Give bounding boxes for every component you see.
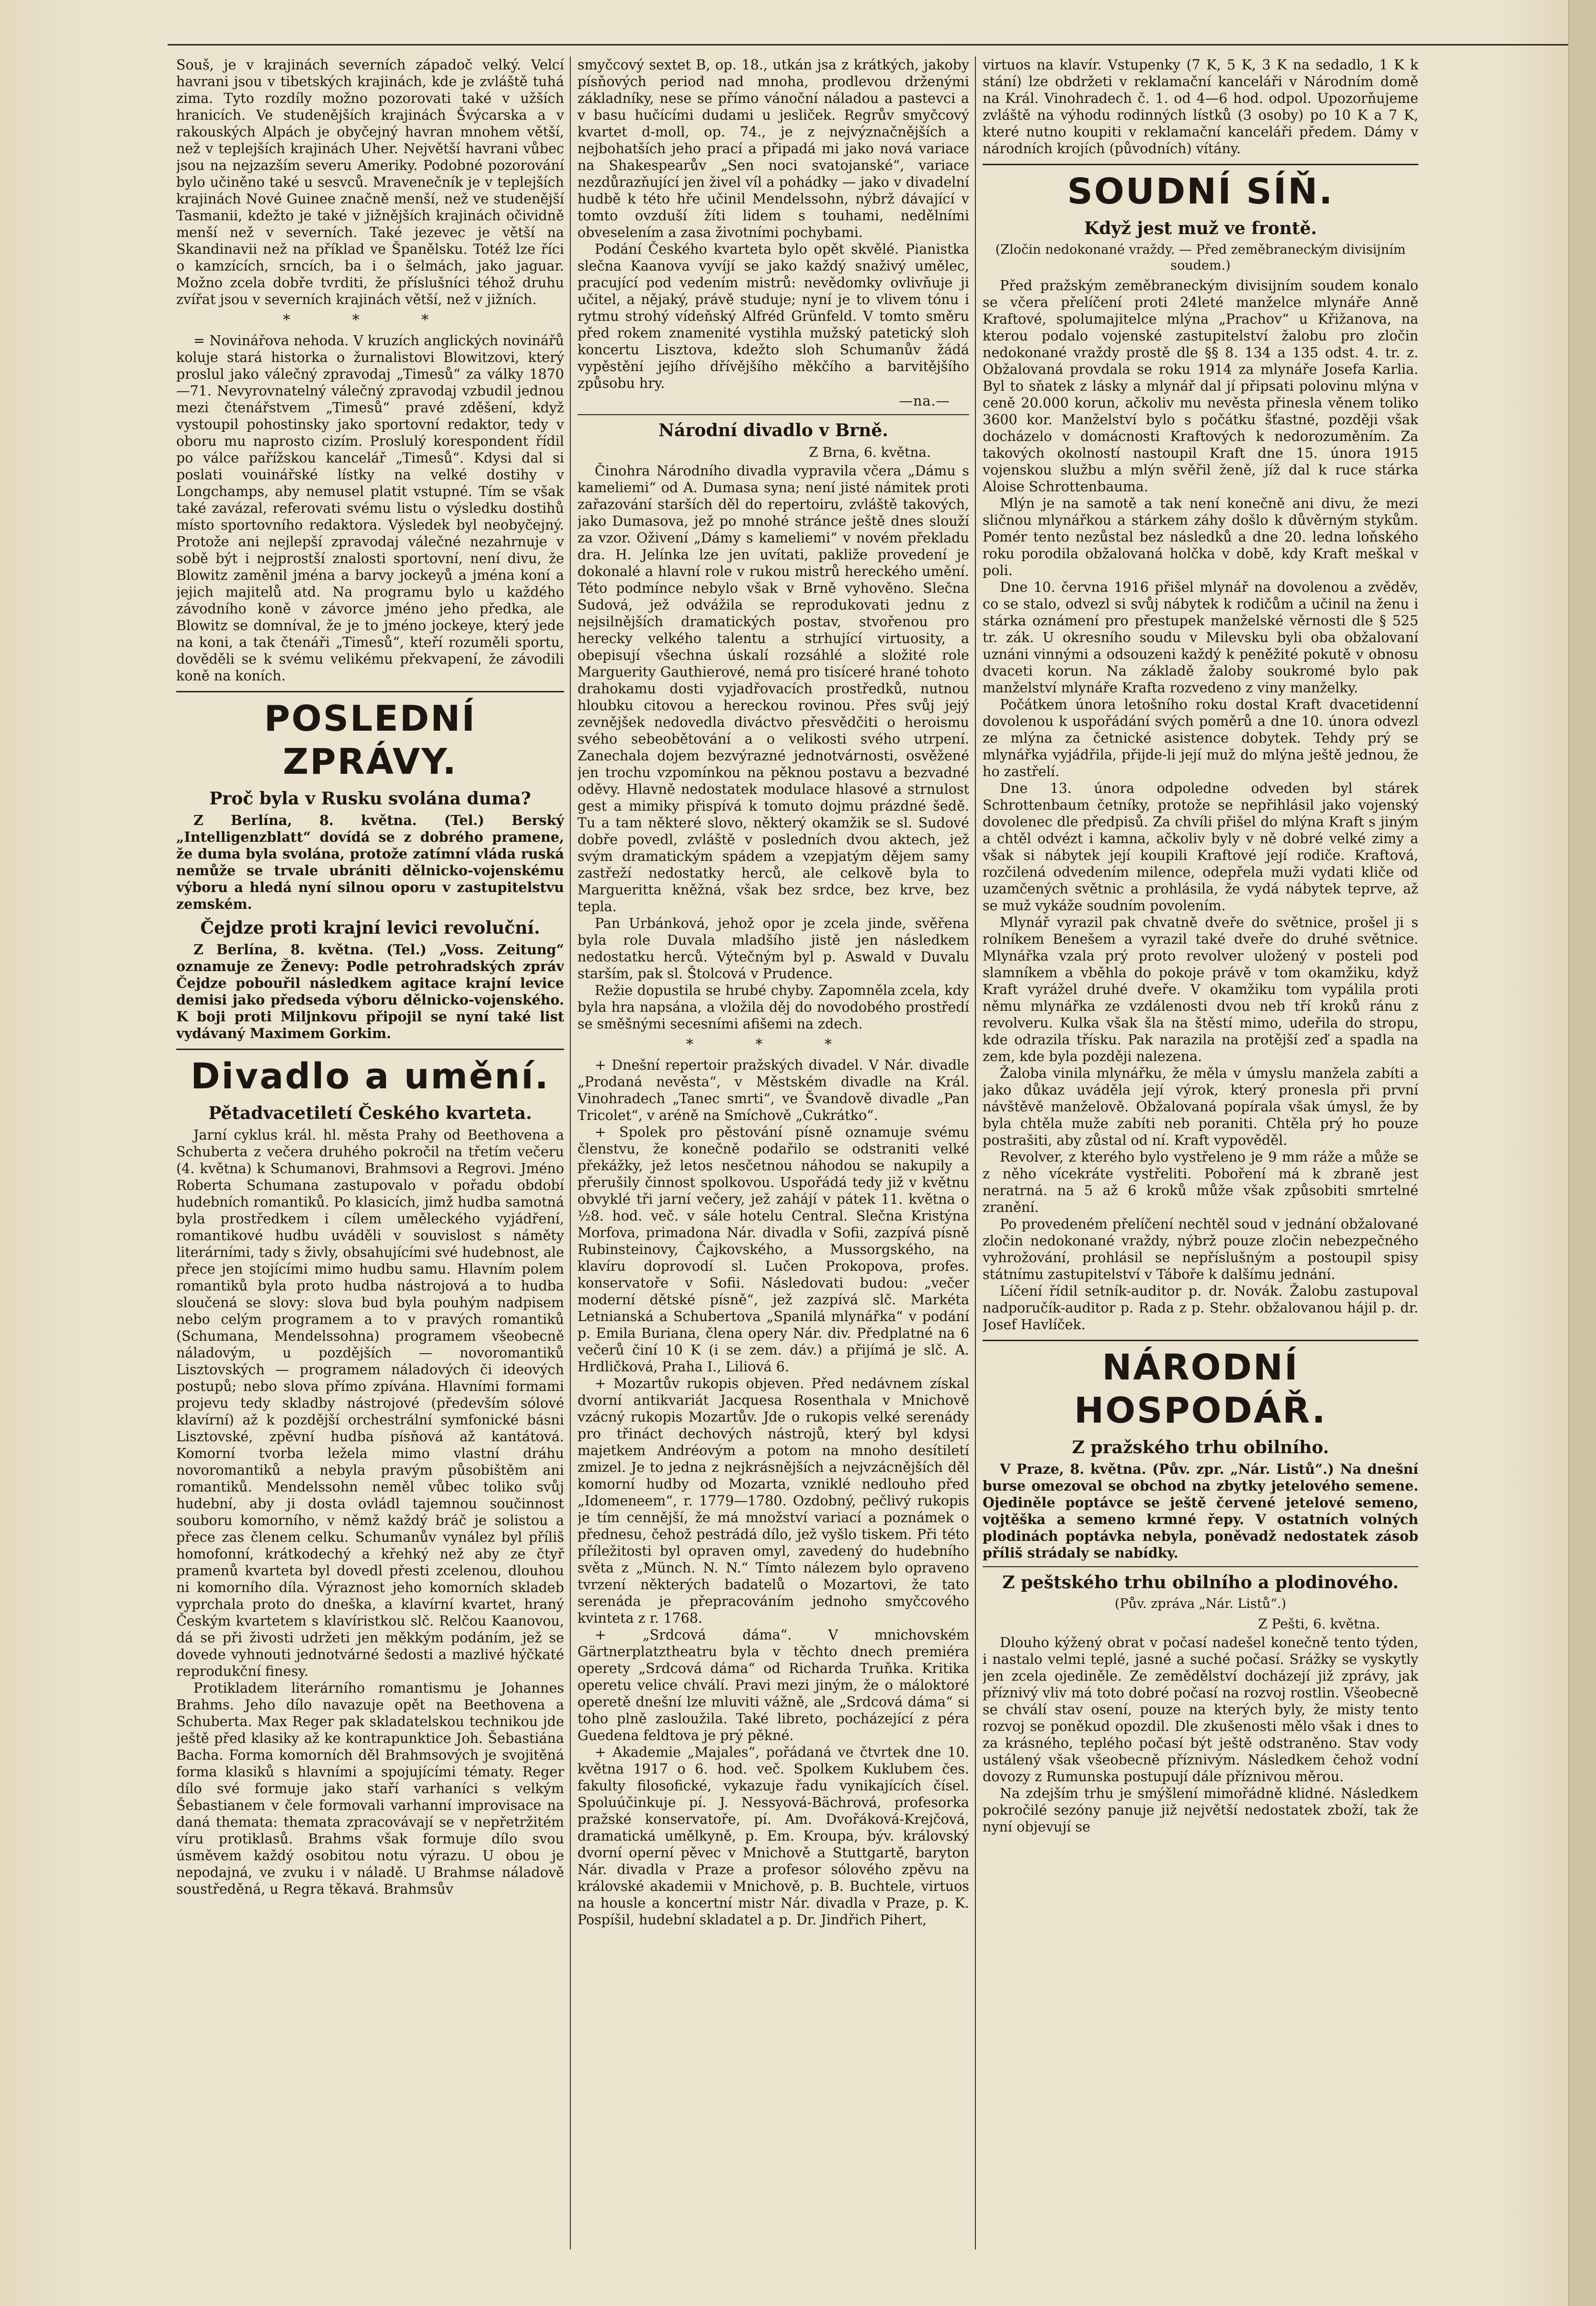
top-rule	[168, 44, 1577, 45]
article-srdcova-dama: + „Srdcová dáma“. V mnichovském Gärtnerplatztheatru byla v těchto dnech premiéra operety „Srdcová dáma“ od Richarda Truňka. Kritika operetu velice chválí. Pravi mezi jiným, že o máloktoré operetě dnešní lze mluviti vážně, ale „Srdcová dáma“ si toho plně zasloužila. Také libreto, pocházející z péra Guedena feldtova je prý pěkné.	[577, 1627, 969, 1743]
article-text: V Praze, 8. května. (Pův. zpr. „Nár. Listů“.) Na dnešní burse omezoval se obchod na zbytky jetelového semene. Ojediněle poptávce se ještě červené jetelové semeno, vojtěška a semeno krmné řepy. V ostatních volných plodinách poptávka nebyla, poněvadž nedostatek zásob příliš strádaly se nabídky.	[983, 1461, 1418, 1561]
article-duma: Z Berlína, 8. května. (Tel.) Berský „Intelligenzblatt“ dovídá se z dobrého pramene, že duma byla svolána, protože zatímní vláda ruská nemůže se trvale ubrániti dělnicko-vojenskému výboru a hledá nyní silnou oporu v zastupitelstvu zemském.	[176, 812, 564, 912]
signature: —na.—	[899, 393, 950, 409]
article-text: Mlýn je na samotě a tak není konečně ani divu, že mezi sličnou mlynářkou a stárkem záhy došlo k důvěrným stykům. Pomér tento nezůstal bez následků a dne 20. ledna loňského roku porodila obžalovaná holčka v době, kdy Kraft meškal v poli.	[983, 496, 1418, 578]
column-divider	[975, 57, 976, 2249]
column-2	[577, 57, 969, 2283]
article-text: Souš, je v krajinách severních západoč velký. Velcí havrani jsou v tibetských krajinách, kde je zvláště tuhá zima. Tyto rozdíly možno pozorovati také v užších hranicích. Ve studenějších krajinách Švýcarska a v rakouských Alpách je obyčejný havran mnohem větší, než v teplejších krajinách Uher. Největší havrani vůbec jsou na nejzazším severu Ameriky. Podobné pozorování bylo učiněno také u sesvců. Mravenečník je v teplejších krajinách Nové Guinee značně menší, než ve studenější Tasmanii, kdežto je také v jižnějších krajinách očividně menší než v severních. Také jezevec je větší na Skandinavii než na příklad ve Španělsku. Totéž lze říci o kamzících, srncích, ba i o šelmách, jako jaguar. Možno zcela dobře tvrditi, že příslušníci téhož druhu zvířat jsou v severních krajinách větší, než v jižních.	[176, 57, 564, 307]
divider	[983, 1566, 1418, 1567]
article-text: Líčení řídil setník-auditor p. dr. Novák. Žalobu zastupoval nadporučík-auditor p. Rada z p. Stehr. obžalovanou hájil p. dr. Josef Havlíček.	[983, 1283, 1418, 1333]
subheadline: (Zločin nedokonané vraždy. — Před zeměbraneckým divisijním soudem.)	[995, 242, 1406, 273]
section-heading-narodni-hospodar: NÁRODNÍ HOSPODÁŘ.	[983, 1340, 1418, 1432]
article-kvartet: Jarní cyklus král. hl. města Prahy od Beethovena a Schuberta z večera druhého pokročil na třetím večeru (4. května) k Schumanovi, Brahmsovi a Regrovi. Jméno Roberta Schumana zastupovalo v pořadu období hudebních romantiků. Po klasicích, jimž hudba samotná byla prostředkem i cílem uměleckého vyjádření, romantikové hudbu uváděli v souvislost s náměty literárními, tady s živly, obsahujícími své hudebnost, ale přece jen stojícími mimo hudbu samu. Hlavním polem romantiků byla proto hudba nástrojová a to hudba sloučená se slovy: slova bud byla pouhým nadpisem nebo celým programem a to v pravých romantiků (Schumana, Mendelssohna) programem všeobecně náladovým, u pozdějších — novoromantiků Lisztovských — programem náladových či ideových postupů; nebo slova přímo zpívána. Hlavními formami projevu tedy skladby nástrojové (především sólové klavírní) až k pozdější orchestrální symfonické básni Lisztovské, zpěvní hudba písňová až kantátová. Komorní tvorba ležela mimo vlastní dráhu novoromantiků a nebyla pravým působištěm ani romantiků. Mendelssohn neměl vůbec toliko svůj hudební, aby ji dosta ovládl tajemnou součinnost souboru komorního, v němž každý bráč je solistou a přece zas členem celku. Schumanův vynález byl příliš homofonní, krátkodechý a křehký než aby ze čtyř pramenů kvarteta byl dovedl přesti zcelenou, dlouhou ni komorního díla. Výraznost jeho komorních skladeb vyprchala proto do dneška, a klavírní kvartet, hraný Českým kvartetem s klavíristkou slč. Relčou Kaanovou, dá se při živosti udržeti jen měkkým podáním, jež se dovede vyhnouti jednotvárné šedosti a mazlivé hýčkaté reprodukční finesy.	[176, 1127, 564, 1679]
article-text: Po provedeném přelíčení nechtěl soud v jednání obžalované zločin nedokonané vraždy, nýbrž pouze zločin nebezpečného vyhrožování, prohlásil se nepříslušným a postoupil spisy státnímu zastupitelství v Táboře k dalšímu jednání.	[983, 1216, 1418, 1282]
dateline: Z Brna, 6. května.	[809, 444, 931, 460]
article-text: Počátkem února letošního roku dostal Kraft dvacetidenní dovolenou k uspořádání svých poměrů a dne 10. února odvezl ze mlýna za četnické asistence dobytek. Tehdy prý se mlynářka vyjádřila, přijde-li její muž do mlýna ještě jednou, že ho zastřelí.	[983, 697, 1418, 780]
headline-duma: Proč byla v Rusku svolána duma?	[209, 789, 531, 809]
article-repertoir: + Dnešní repertoir pražských divadel. V Nár. divadle „Prodaná nevěsta“, v Městském divadle na Král. Vinohradech „Tanec smrti“, ve Švandově divadle „Pan Tricolet“, v aréně na Smíchově „Cukrátko“.	[577, 1057, 969, 1123]
headline-narodni-divadlo-brno: Národní divadlo v Brně.	[658, 420, 888, 441]
dateline: Z Pešti, 6. května.	[1258, 1616, 1380, 1632]
article-majales: + Akademie „Majales“, pořádaná ve čtvrtek dne 10. května 1917 o 6. hod. več. Spolkem Kuklubem čes. fakulty filosofické, vykazuje řadu vynikajících čísel. Spoluúčinkuje pí. J. Nessyová-Bächrová, profesorka pražské konservatoře, pí. Am. Dvořáková-Krejčová, dramatická umělkyně, p. Em. Kroupa, býv. královský dvorní operní pěvec v Mnichově a Stuttgartě, baryton Nár. divadla v Praze a profesor sólového zpěvu na královské akademii v Mnichově, p. B. Buchtele, virtuos na housle a koncertní mistr Nár. divadla v Praze, p. K. Pospíšil, hudební skladatel a p. Dr. Jindřich Pihert,	[577, 1744, 969, 1928]
column-3	[983, 57, 1418, 2283]
article-text: Na zdejším trhu je smýšlení mimořádně klidné. Následkem pokročilé sezóny panuje již největší nedostatek zboží, tak že nyní objevují se	[983, 1786, 1418, 1835]
section-heading-divadlo: Divadlo a umění.	[176, 1049, 564, 1098]
article-kvartet-2: Protikladem literárního romantismu je Johannes Brahms. Jeho dílo navazuje opět na Beethovena a Schuberta. Max Reger pak skladatelskou technikou jde ještě před klasiky až ke kontrapunktice Joh. Šebastiána Bacha. Forma komorních děl Brahmsových je svojitěná forma klasiků s hlavními a spojujícími tématy. Reger dílo své formuje jako staří varhaníci s velkým Šebastianem v čele formovali varhanní improvisace na daná themata: themata zpracovávají se v nepřetržitém víru protiklasů. Brahms však formuje dílo svou úsměvem každý osobitou notu výrazu. U obou je nepodajná, ve zvuku i v náladě. U Brahmse náladově soustředěná, u Regra těkavá. Brahmsův	[176, 1680, 564, 1897]
article-spolek: + Spolek pro pěstování písně oznamuje svému členstvu, že konečně podařilo se odstraniti velké překážky, jež letos nesčetnou náhodou se nakupily a přerušily činnost spolkovou. Uspořádá tedy již v květnu obvyklé tři jarní večery, jež zahájí v pátek 11. května o ½8. hod. več. v sále hotelu Central. Slečna Kristýna Morfova, primadona Nár. divadla v Sofii, zazpívá písně Rubinsteinovy, Čajkovského, a Mussorgského, na klavíru doprovodí sl. Lučen Prokopova, profes. konservatoře v Sofii. Následovati budou: „večer moderní dětské písně“, jež zazpívá slč. Markéta Letnianská a Schubertova „Spanilá mlynářka“ v podání p. Emila Buriana, člena opery Nár. div. Předplatné na 6 večerů činí 10 K (i se zem. dáv.) a přijímá je slč. A. Hrdličková, Praha I., Liliová 6.	[577, 1124, 969, 1375]
section-stars: * * *	[686, 1036, 861, 1053]
article-text: Dlouho kýžený obrat v počasí nadešel konečně tento týden, i nastalo velmi teplé, jasné a suché počasí. Srážky se vyskytly jen zcela ojediněle. Ze zemědělství docházejí již zprávy, jak příznivý vliv má toto dobré počasí na rozvoj rostlin. Všeobecně se chválí stav osení, pouze na kterých byly, že misty tento rozvoj se poněkud opozdil. Dle zkušenosti mělo však i dnes to za krásného, teplého počasí být ještě odstraněno. Stav vody ustálený však všeobecně příznivým. Následkem čehož vodní dovozy z Rumunska postupují dále příznivou měrou.	[983, 1635, 1418, 1785]
article-cejdze: Z Berlína, 8. května. (Tel.) „Voss. Zeitung“ oznamuje ze Ženevy: Podle petrohradských zpráv Čejdze pobouřil následkem agitace krajní levice demisi jako předseda výboru dělnicko-vojenského. K boji proti Miljnkovu připojil se nyní také list vydávaný Maximem Gorkim.	[176, 941, 564, 1041]
article-mozart: + Mozartův rukopis objeven. Před nedávnem získal dvorní antikvariát Jacquesa Rosenthala v Mnichově vzácný rukopis Mozartův. Jde o rukopis velké serenády pro třináct dechových nástrojů, který byl kdysi majetkem Andréovým a potom na mnoho desítiletí zmizel. Je to jedna z nejkrásnějších a nejvzácnějších děl komorní hudby od Mozarta, vzniklé nedlouho před „Idomeneem“, r. 1779—1780. Ozdobný, pečlivý rukopis je tím cennější, že má množství variací a poznámek o přednesu, čehož pestrádá dílo, jež vyšlo tiskem. Při této příležitosti byl opraven omyl, zavedený do hudebního světa z „Münch. N. N.“ Tímto nálezem bylo opraveno tvrzení některých badatelů o Mozartovi, že tato serenáda je přepracováním jednoho smyčcového kvinteta z r. 1768.	[577, 1376, 969, 1626]
article-text: Dne 10. června 1916 přišel mlynář na dovolenou a zvěděv, co se stalo, odvezl si svůj nábytek k rodičům a učinil na ženu i stárka oznámení pro přestupek manželské věrnosti dle § 525 tr. zák. U okresního soudu v Milevsku byli oba obžalovaní uznáni vinnými a odsouzeni každý k peněžité pokutě v obnosu dvaceti korun. Na základě žaloby soukromé bylo pak manželství mlynáře Krafta rozvedeno z viny manželky.	[983, 579, 1418, 696]
article-text: Pan Urbánková, jehož opor je zcela jinde, svěřena byla role Duvala mladšího jistě jen následkem nedostatku herců. Výtečným byl p. Aswald v Duvalu starším, pak sl. Štolcová v Prudence.	[577, 916, 969, 982]
headline-cejdze: Čejdze proti krajní levici revoluční.	[200, 918, 540, 938]
headline-muz-ve-fronte: Když jest muž ve frontě.	[1084, 218, 1317, 238]
article-text: Dne 13. února odpoledne odveden byl stárek Schrottenbaum četníky, protože se nepřihlásil jako vojenský dovolenec dle předpisů. Za chvíli přišel do mlýna Kraft s jiným a chtěl odvézt i kamna, ačkoliv byly v ně dobré velké zimy a však si nábytek její koupili Kraftové její rodiče. Kraftová, rozčilená odvedením milence, odepřela muži vydati kliče od uzamčených světnic a prohlásila, že vydá nábytek teprve, až se muž vykáže soudním povolením.	[983, 780, 1418, 914]
section-heading-soudni-sin: SOUDNÍ SÍŇ.	[983, 164, 1418, 213]
section-stars: * * *	[283, 312, 458, 328]
article-text: virtuos na klavír. Vstupenky (7 K, 5 K, 3 K na sedadlo, 1 K k stání) lze obdržeti v reklamační kanceláři v Národním domě na Král. Vinohradech č. 1. od 4—6 hod. odpol. Upozorňujeme zvláště na výhodu rodinných lístků (3 osoby) po 10 K a 7 K, které nutno koupiti v reklamační kanceláři předem. Dámy v národních krojích (původních) vítány.	[983, 57, 1418, 157]
page-edge	[1568, 0, 1596, 2306]
headline-prazsky-trh: Z pražského trhu obilního.	[1072, 1437, 1329, 1458]
article-text: Mlynář vyrazil pak chvatně dveře do světnice, prošel ji s rolníkem Benešem a vyrazil také dveře do druhé světnice. Mlynářka vzala prý proto revolver uložený v posteli pod slamníkem a vběhla do pokoje právě v tom okamžiku, když Kraft vyrážel druhé dveře. V okamžiku tom vypálila proti němu mlynářka ze vzdálenosti dvou neb tří kroků ránu z revolveru. Kulka však šla na štěstí mimo, udeřila do stropu, kde odrazila třísku. Pak narazila na protější zeď a spadla na zem, kde byla později nalezena.	[983, 915, 1418, 1064]
headline-kvartet: Pětadvacetiletí Českého kvarteta.	[208, 1103, 532, 1123]
article-text: Režie dopustila se hrubé chyby. Zapomněla zcela, kdy byla hra napsána, a vložila děj do novodobého prostředí se směšnými secesními afišemi na zdech.	[577, 983, 969, 1032]
article-text: Žaloba vinila mlynářku, že měla v úmyslu manžela zabíti a jako důkaz uváděla její výrok, který pronesla při první návštěvě manželově. Obžalovaná popírala však úmysl, že by byla chtěla muže zabíti neb poraniti. Chtěla prý ho pouze postrašiti, aby zůstal od ní. Kraft vypověděl.	[983, 1065, 1418, 1148]
article-text: Podání Českého kvarteta bylo opět skvělé. Pianistka slečna Kaanova vyvíjí se jako každý snaživý umělec, pracující pod vedením mistrů: nevědomky ovlivňuje ji učitel, a nějaký, právě studuje; nyní je to vlivem tónu i rytmu strohý vídeňský Alfréd Grünfeld. V tomto směru před rokem znamenité vystihla mužský patetický sloh koncertu Lisztova, kdežto sloh Schumanův žádá vypěstění jejího dřívějšího měkčího a barvitějšího způsobu hry.	[577, 241, 969, 391]
subheadline: (Pův. zpráva „Nár. Listů“.)	[1114, 1596, 1287, 1611]
article-novinarova-nehoda: = Novinářova nehoda. V kruzích anglických novinářů koluje stará historka o žurnalistovi Blowitzovi, který proslul jako válečný zpravodaj „Timesů“ za války 1870—71. Nevyrovnatelný válečný zpravodaj vzbudil jednou mezi čtenářstvem „Timesů“ pravé zděšení, když vystoupil pohostinsky jako sportovní redaktor, tedy v oboru mu naprosto cizím. Proslulý korespondent řídil po válce pařížskou kancelář „Timesů“. Kdysi dal si poslati vouinářské lístky na velké dostihy v Longchamps, aby nemusel platit vstupné. Tím se však také zavázal, referovati svému listu o výsledku dostihů místo sportovního redaktora. Výsledek byl neobyčejný. Protože ani nejlepší zpravodaj válečné nezahrnuje v sobě být i nejprostší znalosti sportovní, není divu, že Blowitz zaměnil jména a barvy jockeyů a jména koní a jejich majitelů atd. Na programu bylo u každého závodního koně v závorce jméno jeho předka, ale Blowitz se domníval, že je to jméno jockeye, který jede na koni, a tak čtenáři „Timesů“, kteří rozuměli sportu, dověděli se k svému velikému překvapení, že závodili koně na koních.	[176, 333, 564, 684]
column-1	[176, 57, 564, 2283]
divider	[577, 414, 969, 415]
section-heading-posledni-zpravy: POSLEDNÍ ZPRÁVY.	[176, 691, 564, 783]
article-text: Činohra Národního divadla vypravila včera „Dámu s kameliemi“ od A. Dumasa syna; není jisté námitek proti zařazování starších děl do repertoiru, zvláště takových, jako Dumasova, jež po mnohé stránce ještě dnes slouží za vzor. Oživení „Dámy s kameliemi“ v novém překladu dra. H. Jelínka lze jen uvítati, pakliže provedení je dokonalé a hlavní role v rukou mistrů hereckého umění. Této podmínce nebylo však v Brně vyhověno. Slečna Sudová, jež odvážila se reprodukovati jednu z nejsilnějších dramatických postav, stvořenou pro herecky velkého talentu a strhující virtuosity, a obepisují všechna úskalí rozsáhlé a složité role Marguerity Gauthierové, nemá pro tisíceré hrané tohoto drahokamu dosti vyjadřovacích prostředků, nutnou hloubku citovou a hereckou rovinou. Přes svůj jejý zevnějšek nedovedla diváctvo přesvědčiti o heroismu svého sebeobětování a o velikosti svého utrpení. Zanechala dojem bezvýrazné jednotvárnosti, osvěžené jen trochu vzpomínkou na pěknou postavu a bezvadné oděvy. Hlavně nedostatek modulace hlasové a strnulost gest a mimiky přispívá k tomuto dojmu prázdné šedě. Tu a tam některé slovo, některý okamžik se sl. Sudové dobře povedl, zvláště v posledních dvou aktech, jež svým dramatickým spádem a vzepjatým dějem samy zastřeží nedostatky herců, ale celkově byla to Margueritta kněžná, však bez srdce, bez krve, bez tepla.	[577, 463, 969, 915]
article-text: Před pražským zeměbraneckým divisijním soudem konalo se včera přelíčení proti 24leté manželce mlynáře Anně Kraftové, spolumajitelce mlýna „Prachov“ u Křižanova, na kterou podalo vojenské zastupitelství žalobu pro zločin nedokonané vraždy prostě dle §§ 8. 134 a 135 odst. 4. tr. z. Obžalovaná provdala se roku 1914 za mlynáře Josefa Karlia. Byl to sňatek z lásky a mlynář dal jí připsati polovinu mlýna v ceně 20.000 korun, ačkoliv mu nevěsta přinesla věnem toliko 3600 kor. Manželství bylo s počátku šťastné, později však docházelo v domácnosti Kraftových k nedorozuměním. Za takových okolností nastoupil Kraft dne 15. února 1915 vojenskou službu a mlýn svěřil ženě, jíž dal k ruce stárka Aloise Schrottenbauma.	[983, 278, 1418, 495]
article-text: smyčcový sextet B, op. 18., utkán jsa z krátkých, jakoby písňových period nad mnoha, prodlevou drženými základníky, nese se přímo vánoční náladou a pastevci a v basu hučícími dudami u jesliček. Regrův smyčcový kvartet d-moll, op. 74., je z nejvýznačnějších a nejbohatších jeho prací a připadá mi jako nová variace na Shakespearův „Sen noci svatojanské“, variace nezdůrazňující jen živel víl a pohádky — jako v divadelní hudbě k této hře učinil Mendelssohn, nýbrž dávající v tomto ovzduší žíti lidem s touhami, nedělními obveselením a zasa životními pochybami.	[577, 57, 969, 240]
column-divider	[570, 57, 571, 2249]
headline-pestsky-trh: Z peštského trhu obilního a plodinového.	[1002, 1572, 1399, 1593]
article-text: Revolver, z kterého bylo vystřeleno je 9 mm ráže a může se z něho vícekráte vystřeliti. Poboření má k zbraně jest neratrná. na 5 až 6 kroků může však způsobiti smrtelné zranění.	[983, 1149, 1418, 1215]
